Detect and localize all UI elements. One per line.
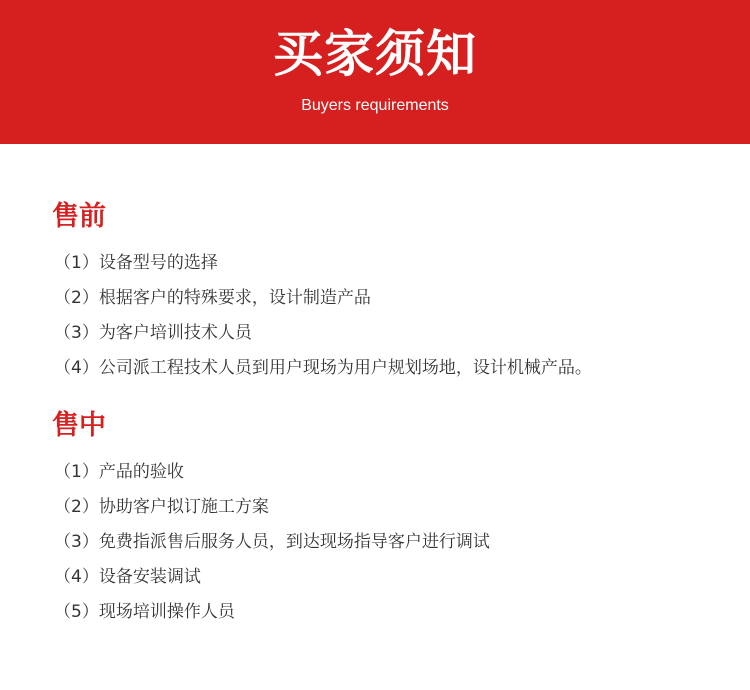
section-title-presale: 售前 xyxy=(52,201,106,232)
list-item: （1）产品的验收 xyxy=(54,462,184,482)
list-item: （5）现场培训操作人员 xyxy=(54,602,235,622)
list-item: （1）设备型号的选择 xyxy=(54,253,218,273)
list-item: （3）为客户培训技术人员 xyxy=(54,323,252,343)
page-title: 买家须知 xyxy=(273,25,477,83)
list-item: （3）免费指派售后服务人员，到达现场指导客户进行调试 xyxy=(54,532,490,552)
list-item: （2）根据客户的特殊要求，设计制造产品 xyxy=(54,288,371,308)
list-item: （2）协助客户拟订施工方案 xyxy=(54,497,269,517)
list-item: （4）设备安装调试 xyxy=(54,567,201,587)
section-title-insale: 售中 xyxy=(52,410,106,441)
list-item: （4）公司派工程技术人员到用户现场为用户规划场地，设计机械产品。 xyxy=(54,358,592,378)
header-banner xyxy=(0,0,750,144)
page-subtitle: Buyers requirements xyxy=(301,97,449,114)
